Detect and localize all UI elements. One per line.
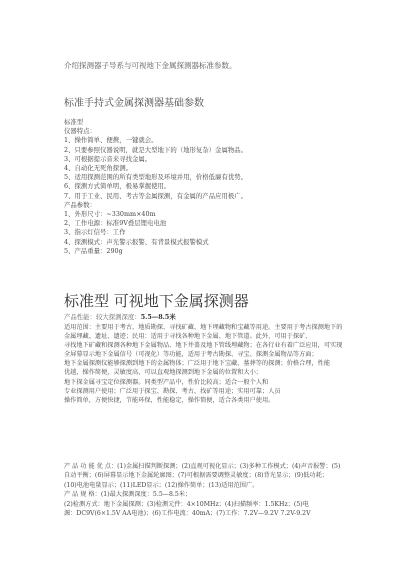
list-item: 5、产品重量：290g <box>64 246 123 255</box>
paragraph-line: 操作简单，方便快捷，节能环保，性能稳定，操作简便，适合各类用户使用。 <box>64 396 275 404</box>
list-item: 4、自动化无死角探测。 <box>64 164 132 173</box>
paragraph-line: 优越，操作简便，灵敏度高，可以直观地探测到地下金属的位置和大小； <box>64 369 262 377</box>
paragraph-line: 地下金属探测仪能够探测到地下的金属物体；广泛用于地下宝藏、墓葬等的探测；价格合理，性能 <box>64 360 331 368</box>
section1-list <box>64 118 364 256</box>
paragraph-line: 适用范围：主要用于考古、地质勘探、寻找矿藏、地下埋藏物和宝藏等用途。主要用于考古探测地下的 <box>64 324 343 331</box>
section2-specs <box>64 462 376 518</box>
section1-subtitle: 标准型 <box>64 118 84 126</box>
list-item: 1、操作简单、便携，一键就会。 <box>64 136 158 145</box>
spec-line: (10)电池电量显示；(11)LED显示；(12)操作简单；(13)适用范围广。 <box>64 481 259 489</box>
list-item: 产品参数： <box>64 200 96 209</box>
spec-line: 自动平衡；(6)屏幕显示地下金属轮廓图；(7)可根据需要调整灵敏度；(8)背光显示；(9)低功耗； <box>64 472 328 480</box>
detect-depth-label: 产品性能：较大探测深度： <box>64 313 141 321</box>
spec-line: (2)检测方式：地下金属探测；(3)检测元件：4×10MHz；(4)扫描频率：1.5KHz；(5)电 <box>64 500 309 508</box>
section1-title: 标准手持式金属探测器基础参数 <box>64 98 204 109</box>
section2-paragraph <box>64 323 376 405</box>
detect-depth-value: 5.5—8.5米 <box>140 313 176 321</box>
list-item: 2、只要参照仪器说明，就是大型地下的（地形复杂）金属物品。 <box>64 145 248 154</box>
intro-line: 介绍探测器子导系与可视地下金属探测器标准参数。 <box>64 61 237 70</box>
list-item: 仪器特点： <box>64 127 96 136</box>
paragraph-line: 地下探金属寻宝定位探测器。同类型产品中，性价比较高；适合一般个人和 <box>64 378 269 386</box>
list-item: 6、探测方式简单明，极易掌握使用。 <box>64 182 171 191</box>
spec-line: 产 品 功 能 优 点：(1)金属扫描判断探测；(2)直观可视化显示；(3)多种工作模式；(4)声音报警；(5) <box>64 463 341 470</box>
list-item: 4、探测模式：声光警示报警、有背景模式报警模式 <box>64 237 209 246</box>
paragraph-line: 专业探测用户使用；广泛用于探宝、勘探、考古、找矿等用途；实用可靠；人员 <box>64 387 281 395</box>
paragraph-line: 金属埋藏、遗址、遗迹；民用：适用于寻找各种地下金属、地下管道。此外，可用于探矿、 <box>64 333 312 341</box>
list-item: 1、外形尺寸：~330mm×40m <box>64 210 156 219</box>
list-item: 7、用于工业、民用、考古等金属探测，有金属的产品应用极广。 <box>64 191 248 200</box>
detect-depth-line <box>64 313 176 322</box>
list-item: 5、适用探测范围的所有类型地形及环境并用，价格低廉有优势。 <box>64 173 248 182</box>
paragraph-line: 寻找地下矿藏和探测各种地下金属物品、地下井盖及地下管线埋藏物；在各行业有着广泛应用，可实现 <box>64 342 343 350</box>
list-item: 3、指示灯信号：工作 <box>64 228 126 237</box>
section2-title: 标准型 可视地下金属探测器 <box>64 292 249 310</box>
list-item: 3、可根据提示音来寻找金属。 <box>64 154 152 163</box>
spec-line: 源：DC9V(6×1.5V AA电池)；(6)工作电流：40mA；(7)工作：7.2V—9.2V 7.2V-9.2V <box>64 510 311 518</box>
spec-line: 产 品 规 格：(1)最大探测深度：5.5—8.5米； <box>64 491 192 499</box>
paragraph-line: 全屏幕显示地下金属信号（可视化）等功能，适用于考古勘探、寻宝、探测金属物品等方面； <box>64 351 318 359</box>
list-item: 2、工作电源：标准9V叠层锂电电池 <box>64 219 167 228</box>
